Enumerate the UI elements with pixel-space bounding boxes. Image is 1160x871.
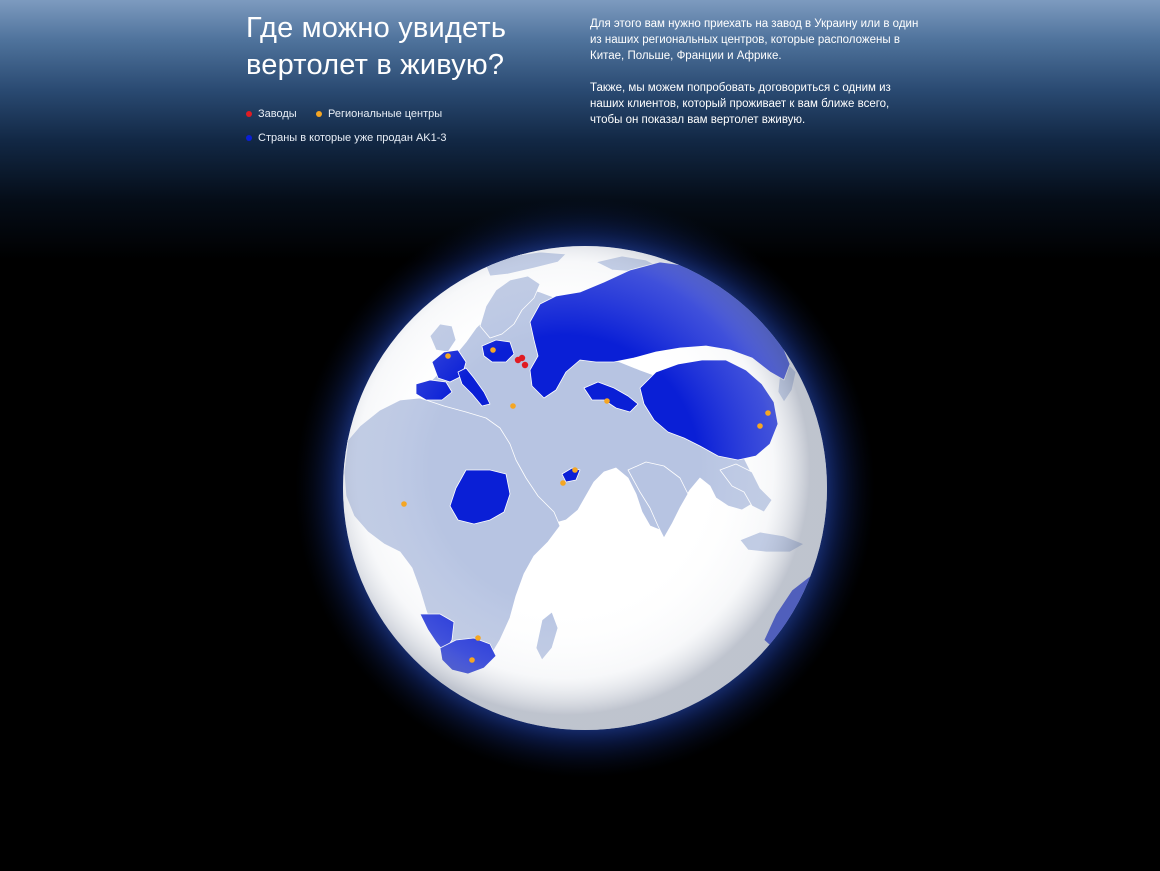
marker-center-france[interactable] (445, 353, 451, 359)
marker-center-uzbekistan[interactable] (604, 398, 610, 404)
marker-factory-kharkiv[interactable] (522, 362, 528, 368)
legend-regional-centers-label: Региональные центры (328, 108, 443, 120)
legend-factories-label: Заводы (258, 108, 297, 120)
marker-center-botswana[interactable] (475, 635, 481, 641)
marker-center-mali[interactable] (401, 501, 407, 507)
marker-center-abu-dhabi[interactable] (560, 480, 566, 486)
marker-center-turkey[interactable] (510, 403, 516, 409)
description-paragraph-2: Также, мы можем попробовать договориться с одним из наших клиентов, который проживает к вам ближе всего, чтобы он показал вам вертолет вживую. (590, 82, 891, 126)
marker-center-south-africa[interactable] (469, 657, 475, 663)
legend-countries-sold-label: Страны в которые уже продан AK1-3 (258, 132, 447, 144)
page-title: Где можно увидеть вертолет в живую? (246, 12, 507, 81)
marker-center-wuhan[interactable] (757, 423, 763, 429)
marker-factory-poltava[interactable] (519, 355, 525, 361)
description-paragraph-1: Для этого вам нужно приехать на завод в Украину или в один из наших региональных центров, которые расположены в Китае, Польше, Франции и Африке. (590, 18, 919, 62)
marker-center-poland[interactable] (490, 347, 496, 353)
marker-center-dubai[interactable] (572, 467, 578, 473)
marker-center-beijing[interactable] (765, 410, 771, 416)
globe-shading (343, 246, 827, 730)
